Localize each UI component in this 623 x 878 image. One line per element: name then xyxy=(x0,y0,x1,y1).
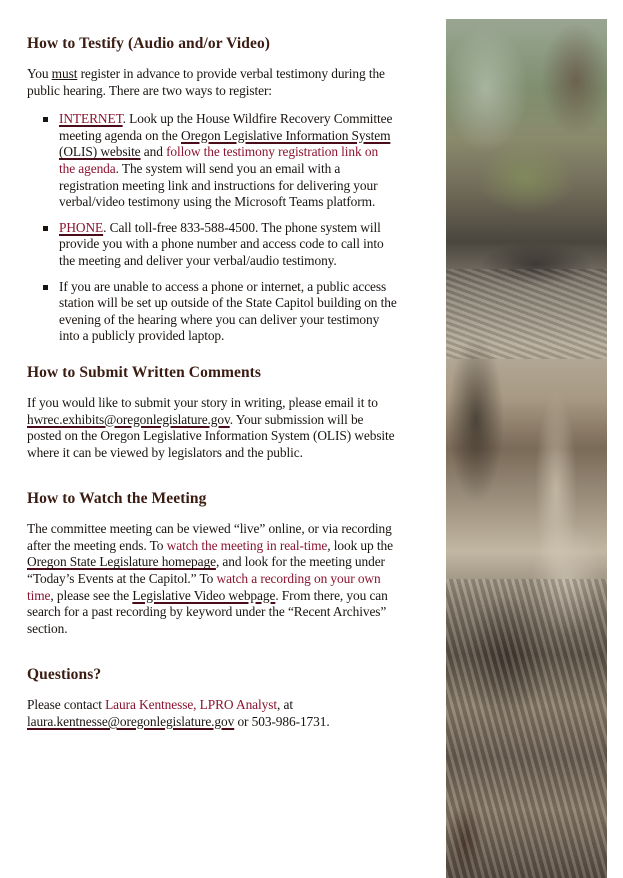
watch-recording-text: watch a recording on your own time xyxy=(27,571,381,603)
watch-text-2: , look up the xyxy=(327,537,393,553)
public-station-text: If you are unable to access a phone or internet, a public access station will be set up outside of the State Capitol building on the evening of the hearing where you can deliver your testimony into a publicly provided laptop. xyxy=(59,278,397,344)
questions-text: Please contact xyxy=(27,697,106,713)
watch-text-5: . From there, you can search for a past recording by keyword under the “Recent Archives” section. xyxy=(27,587,388,636)
registration-methods-list xyxy=(27,111,397,345)
contact-email-link[interactable]: laura.kentnesse@oregonlegislature.gov xyxy=(27,714,235,730)
list-item-phone xyxy=(59,220,397,270)
intro-text-rest: register in advance to provide verbal testimony during the public hearing. There are two ways to register: xyxy=(27,66,385,98)
phone-link[interactable]: PHONE xyxy=(59,219,104,235)
must-emphasis: must xyxy=(51,66,78,81)
written-text: If you would like to submit your story in writing, please email it to xyxy=(27,394,378,410)
square-bullet-icon xyxy=(43,285,48,290)
watch-text: The committee meeting can be viewed “live” online, or via recording after the meeting ends. To xyxy=(27,521,392,553)
watch-text-4: , please see the xyxy=(50,587,133,603)
testify-intro xyxy=(27,66,397,99)
square-bullet-icon xyxy=(43,117,48,122)
internet-link[interactable]: INTERNET xyxy=(59,111,123,127)
list-item-public-station xyxy=(59,279,397,345)
section-title-written: How to Submit Written Comments xyxy=(27,363,262,381)
photo-metal-sheet xyxy=(446,269,607,359)
square-bullet-icon xyxy=(43,226,48,231)
section-title-watch: How to Watch the Meeting xyxy=(27,490,207,508)
written-body xyxy=(27,395,397,461)
list-item-internet xyxy=(59,111,397,211)
legislature-homepage-link[interactable]: Oregon State Legislature homepage xyxy=(27,554,216,570)
written-text-2: . Your submission will be posted on the Oregon Legislative Information System (OLIS) website where it can be viewed by legislators and the public. xyxy=(27,411,395,460)
olis-website-link[interactable]: Oregon Legislative Information System (OLIS) website xyxy=(59,127,391,160)
intro-text: You xyxy=(27,66,52,81)
internet-text-2: and xyxy=(140,144,167,160)
section-title-questions: Questions? xyxy=(27,666,102,684)
registration-link-text[interactable]: follow the testimony registration link on the agenda xyxy=(59,144,379,176)
internet-text-3: . The system will send you an email with a registration meeting link and instructions for delivering your verbal/video testimony using the Microsoft Teams platform. xyxy=(59,160,378,210)
watch-body xyxy=(27,521,397,637)
text-column xyxy=(27,34,397,731)
contact-name: Laura Kentnesse, LPRO Analyst xyxy=(105,697,277,713)
questions-text-2: , at xyxy=(276,697,293,713)
hwrec-email-link[interactable]: hwrec.exhibits@oregonlegislature.gov xyxy=(27,411,230,427)
questions-body xyxy=(27,697,397,730)
questions-text-3: or 503-986-1731. xyxy=(234,714,330,730)
watch-text-3: , and look for the meeting under “Today’s Events at the Capitol.” To xyxy=(27,554,385,587)
internet-text: . Look up the House Wildfire Recovery Committee meeting agenda on the xyxy=(59,111,393,143)
section-title-testify: How to Testify (Audio and/or Video) xyxy=(27,35,271,52)
phone-text: . Call toll-free 833-588-4500. The phone system will provide you with a phone number and access code to call into the meeting and deliver your verbal/audio testimony. xyxy=(59,219,384,268)
photo-corrugated-metal xyxy=(446,579,607,878)
legislative-video-link[interactable]: Legislative Video webpage xyxy=(132,587,276,603)
watch-realtime-text: watch the meeting in real-time xyxy=(166,537,328,553)
wildfire-debris-photo xyxy=(446,19,607,878)
